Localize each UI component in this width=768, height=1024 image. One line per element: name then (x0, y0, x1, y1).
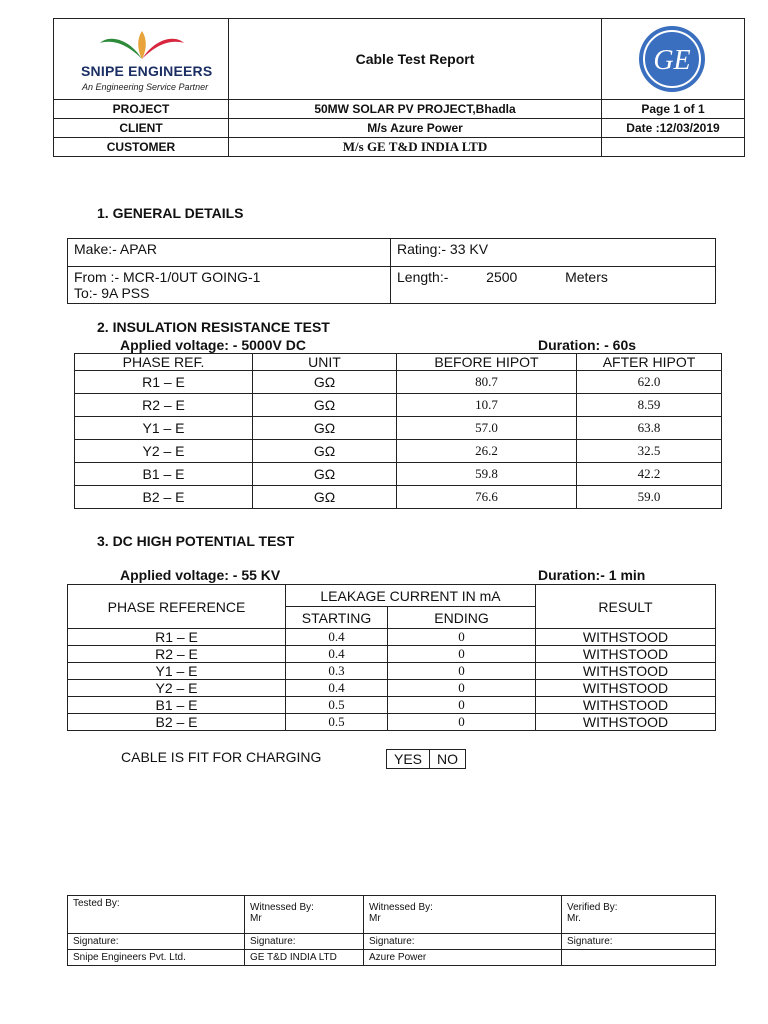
table-row (75, 440, 722, 463)
ir-after: 32.5 (577, 440, 722, 463)
length-value: 2500 (486, 269, 518, 285)
general-details-table (67, 238, 716, 304)
ir-before: 57.0 (397, 417, 577, 440)
dc-duration: Duration:- 1 min (538, 567, 646, 583)
witnessed-by-2 (364, 896, 562, 934)
table-row (68, 714, 716, 731)
ir-test-heading: 2. INSULATION RESISTANCE TEST (97, 319, 330, 335)
dc-col-result: RESULT (536, 585, 716, 629)
fit-for-charging-text: CABLE IS FIT FOR CHARGING (121, 749, 322, 765)
signature-label: Signature: (364, 934, 562, 950)
empty-cell (602, 138, 745, 157)
dc-starting: 0.4 (286, 680, 388, 697)
dc-col-phase: PHASE REFERENCE (68, 585, 286, 629)
company-tagline: An Engineering Service Partner (82, 82, 209, 92)
dc-ending: 0 (388, 680, 536, 697)
ir-after: 63.8 (577, 417, 722, 440)
ge-logo-icon (602, 19, 745, 99)
dc-result: WITHSTOOD (536, 646, 716, 663)
ir-col-after: AFTER HIPOT (577, 354, 722, 371)
no-option[interactable]: NO (430, 750, 466, 769)
dc-ending: 0 (388, 646, 536, 663)
ir-unit: GΩ (253, 463, 397, 486)
dc-ending: 0 (388, 629, 536, 646)
ir-before: 80.7 (397, 371, 577, 394)
report-header (53, 18, 745, 157)
dc-phase: B2 – E (68, 714, 286, 731)
dc-ending: 0 (388, 697, 536, 714)
ir-before: 10.7 (397, 394, 577, 417)
project-label: PROJECT (54, 100, 229, 119)
dc-col-leakage: LEAKAGE CURRENT IN mA (286, 585, 536, 607)
verified-by-label: Verified By: (567, 902, 618, 913)
report-date: Date :12/03/2019 (602, 119, 745, 138)
table-row (68, 697, 716, 714)
verified-by (562, 896, 716, 934)
witnessed-by-1-label: Witnessed By: (250, 902, 314, 913)
company-logo-cell (54, 19, 229, 100)
dc-phase: R1 – E (68, 629, 286, 646)
ir-unit: GΩ (253, 394, 397, 417)
ir-phase: R2 – E (75, 394, 253, 417)
org-azure: Azure Power (364, 950, 562, 966)
ir-after: 59.0 (577, 486, 722, 509)
ge-logo-cell (602, 19, 745, 100)
ir-phase: R1 – E (75, 371, 253, 394)
insulation-resistance-table (74, 353, 722, 509)
dc-phase: Y1 – E (68, 663, 286, 680)
signature-label: Signature: (245, 934, 364, 950)
witnessed-by-1-name: Mr (250, 913, 262, 924)
dc-phase: Y2 – E (68, 680, 286, 697)
general-details-heading: 1. GENERAL DETAILS (97, 205, 244, 221)
ir-phase: B2 – E (75, 486, 253, 509)
ge-logo-text: GE (653, 45, 691, 76)
dc-col-ending: ENDING (388, 607, 536, 629)
dc-starting: 0.4 (286, 646, 388, 663)
table-row (75, 486, 722, 509)
table-row (75, 394, 722, 417)
ir-phase: Y1 – E (75, 417, 253, 440)
from-field: From :- MCR-1/0UT GOING-1 (74, 269, 261, 285)
table-row (68, 663, 716, 680)
report-title: Cable Test Report (229, 19, 602, 100)
ir-after: 42.2 (577, 463, 722, 486)
ir-phase: B1 – E (75, 463, 253, 486)
length-unit: Meters (565, 269, 608, 285)
ir-before: 26.2 (397, 440, 577, 463)
dc-applied-voltage: Applied voltage: - 55 KV (120, 567, 281, 583)
yes-no-box (386, 749, 466, 769)
table-row (75, 463, 722, 486)
witnessed-by-1 (245, 896, 364, 934)
dc-ending: 0 (388, 663, 536, 680)
dc-result: WITHSTOOD (536, 663, 716, 680)
dc-starting: 0.3 (286, 663, 388, 680)
ir-duration: Duration: - 60s (538, 337, 637, 353)
table-row (75, 417, 722, 440)
ir-unit: GΩ (253, 440, 397, 463)
org-snipe: Snipe Engineers Pvt. Ltd. (68, 950, 245, 966)
verified-by-name: Mr. (567, 913, 581, 924)
witnessed-by-2-name: Mr (369, 913, 381, 924)
page-number: Page 1 of 1 (602, 100, 745, 119)
ir-after: 62.0 (577, 371, 722, 394)
dc-starting: 0.5 (286, 697, 388, 714)
ir-unit: GΩ (253, 371, 397, 394)
to-field: To:- 9A PSS (74, 285, 150, 301)
project-value: 50MW SOLAR PV PROJECT,Bhadla (229, 100, 602, 119)
customer-value: M/s GE T&D INDIA LTD (229, 138, 602, 157)
ir-after: 8.59 (577, 394, 722, 417)
ir-before: 59.8 (397, 463, 577, 486)
table-row (68, 629, 716, 646)
dc-test-heading: 3. DC HIGH POTENTIAL TEST (97, 533, 295, 549)
customer-label: CUSTOMER (54, 138, 229, 157)
ir-unit: GΩ (253, 417, 397, 440)
ir-unit: GΩ (253, 486, 397, 509)
yes-option[interactable]: YES (387, 750, 430, 769)
dc-starting: 0.4 (286, 629, 388, 646)
empty-cell (562, 950, 716, 966)
table-row (68, 680, 716, 697)
ir-col-phase: PHASE REF. (75, 354, 253, 371)
client-value: M/s Azure Power (229, 119, 602, 138)
dc-starting: 0.5 (286, 714, 388, 731)
org-ge: GE T&D INDIA LTD (245, 950, 364, 966)
dc-phase: R2 – E (68, 646, 286, 663)
snipe-leaf-logo-icon (98, 29, 186, 65)
dc-result: WITHSTOOD (536, 697, 716, 714)
dc-phase: B1 – E (68, 697, 286, 714)
table-row (75, 371, 722, 394)
signature-label: Signature: (68, 934, 245, 950)
ir-before: 76.6 (397, 486, 577, 509)
length-field (391, 267, 716, 304)
dc-high-potential-table (67, 584, 716, 731)
ir-col-unit: UNIT (253, 354, 397, 371)
dc-result: WITHSTOOD (536, 629, 716, 646)
dc-result: WITHSTOOD (536, 714, 716, 731)
length-label: Length:- (397, 269, 449, 285)
ir-phase: Y2 – E (75, 440, 253, 463)
dc-result: WITHSTOOD (536, 680, 716, 697)
tested-by-label: Tested By: (68, 896, 245, 934)
make-field: Make:- APAR (68, 239, 391, 267)
dc-ending: 0 (388, 714, 536, 731)
table-row (68, 646, 716, 663)
signoff-table (67, 895, 716, 966)
ir-col-before: BEFORE HIPOT (397, 354, 577, 371)
signature-label: Signature: (562, 934, 716, 950)
dc-col-starting: STARTING (286, 607, 388, 629)
company-name: SNIPE ENGINEERS (81, 63, 213, 79)
witnessed-by-2-label: Witnessed By: (369, 902, 433, 913)
client-label: CLIENT (54, 119, 229, 138)
route-field (68, 267, 391, 304)
ir-applied-voltage: Applied voltage: - 5000V DC (120, 337, 306, 353)
rating-field: Rating:- 33 KV (391, 239, 716, 267)
